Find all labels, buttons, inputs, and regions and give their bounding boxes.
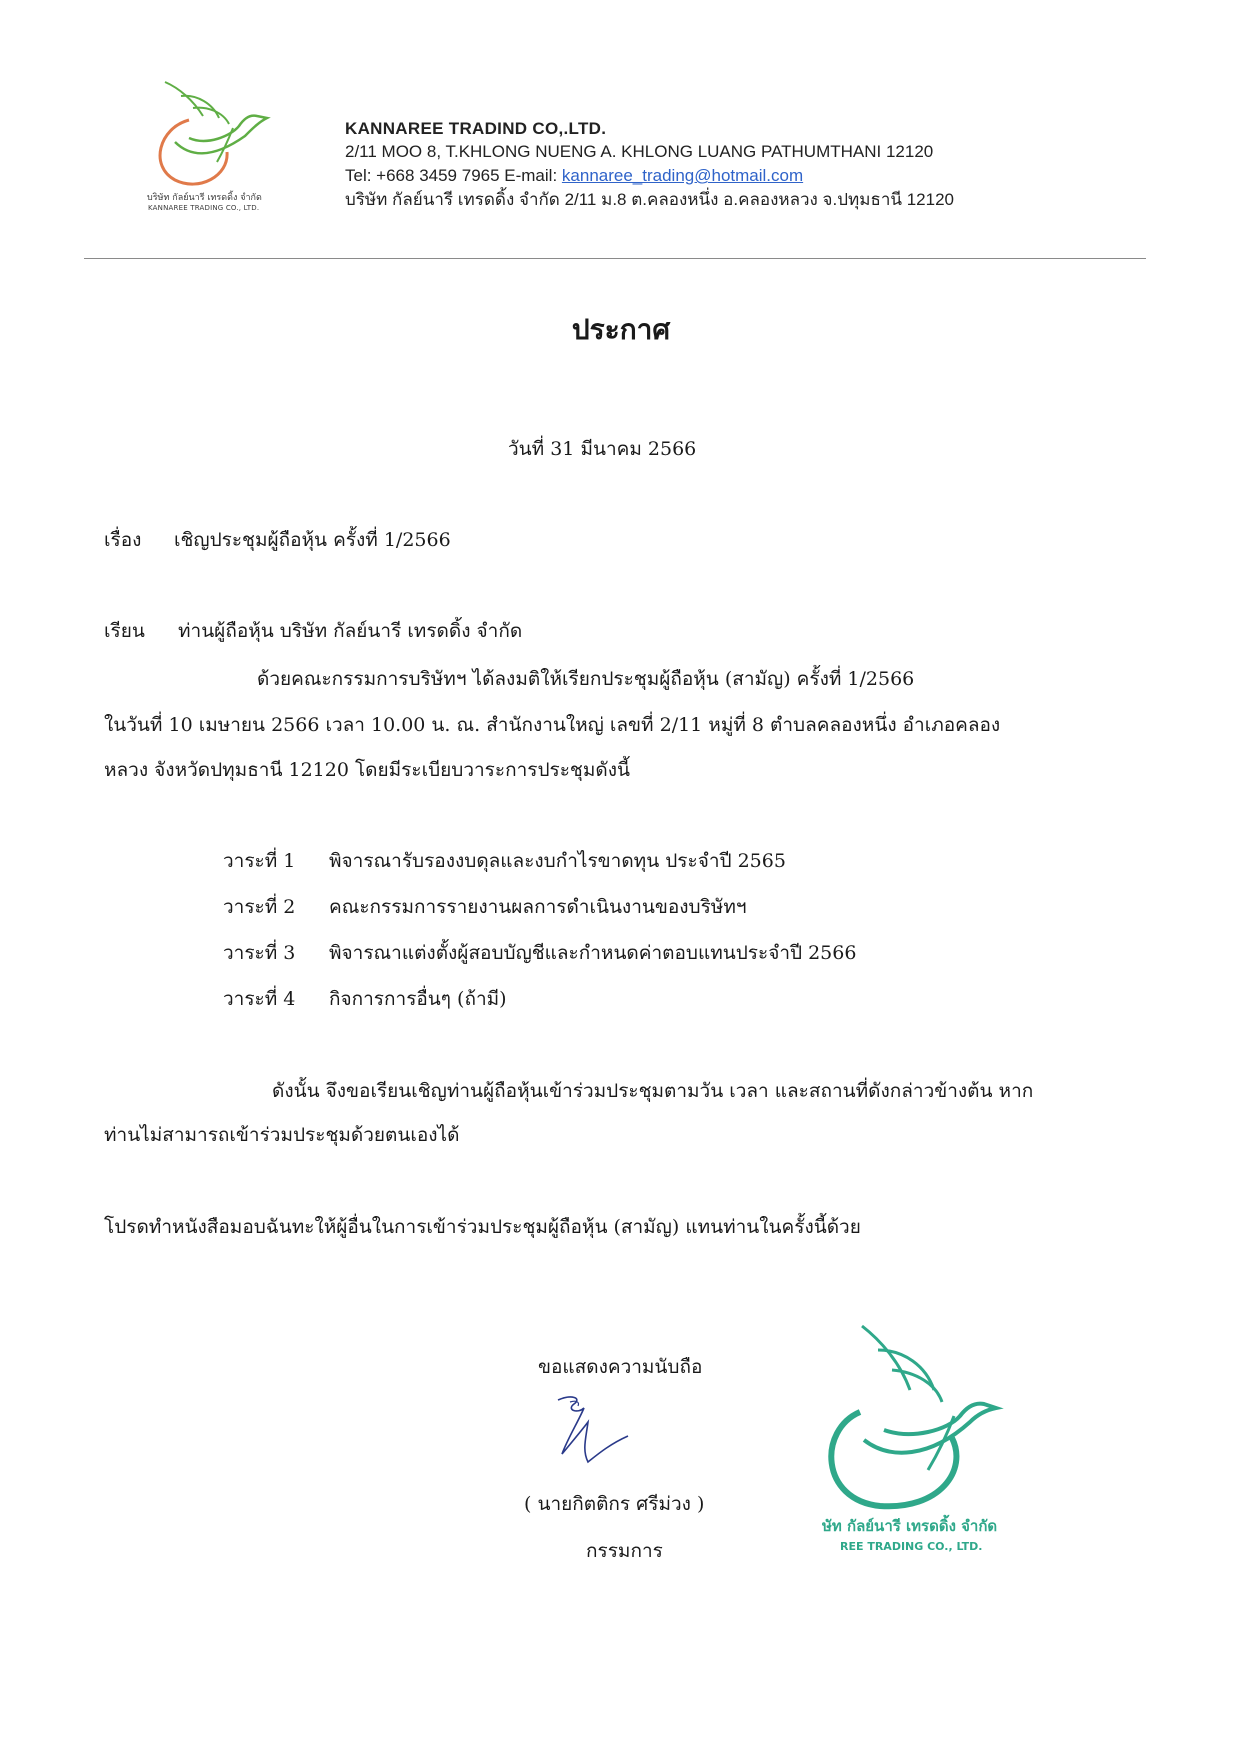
company-name: KANNAREE TRADIND CO,.LTD. [345,119,607,138]
recipient-text: ท่านผู้ถือหุ้น บริษัท กัลย์นารี เทรดดิ้ง จำกัด [178,620,523,642]
email-link[interactable]: kannaree_trading@hotmail.com [561,166,804,185]
logo-thai-name: บริษัท กัลย์นารี เทรดดิ้ง จำกัด [147,193,262,203]
subject-label: เรื่อง [104,529,142,551]
letterhead-text [345,118,954,212]
recipient-label: เรียน [104,620,145,642]
header-divider [84,258,1146,259]
agenda-text: พิจารณารับรองงบดุลและงบกำไรขาดทุน ประจำปี 2565 [329,850,786,872]
agenda-number: วาระที่ 4 [223,988,296,1010]
logo-english-name: KANNAREE TRADING CO., LTD. [148,204,260,212]
signer-name: ( นายกิตติกร ศรีม่วง ) [524,1493,705,1515]
paragraph-1-line-1: ด้วยคณะกรรมการบริษัทฯ ได้ลงมติให้เรียกประชุมผู้ถือหุ้น (สามัญ) ครั้งที่ 1/2566 [257,668,915,690]
paragraph-3: โปรดทำหนังสือมอบฉันทะให้ผู้อื่นในการเข้าร่วมประชุมผู้ถือหุ้น (สามัญ) แทนท่านในครั้งนี้ด้วย [104,1216,861,1238]
tel-text: Tel: +668 3459 7965 E-mail: [345,166,562,185]
subject-text: เชิญประชุมผู้ถือหุ้น ครั้งที่ 1/2566 [174,529,451,551]
notice-title: ประกาศ [571,313,671,346]
signer-position: กรรมการ [586,1540,663,1562]
company-logo [145,78,280,218]
agenda-number: วาระที่ 2 [223,896,296,918]
address-thai: บริษัท กัลย์นารี เทรดดิ้ง จำกัด 2/11 ม.8 ต.คลองหนึ่ง อ.คลองหลวง จ.ปทุมธานี 12120 [345,190,954,209]
agenda-text: คณะกรรมการรายงานผลการดำเนินงานของบริษัทฯ [329,896,747,918]
company-stamp [800,1320,1030,1570]
paragraph-1-line-3: หลวง จังหวัดปทุมธานี 12120 โดยมีระเบียบวาระการประชุมดังนี้ [104,759,630,781]
bird-circle-logo-icon [145,78,280,190]
agenda-text: พิจารณาแต่งตั้งผู้สอบบัญชีและกำหนดค่าตอบแทนประจำปี 2566 [329,942,857,964]
handwritten-signature [548,1392,638,1472]
contact-line [345,164,954,188]
stamp-thai-text: ษัท กัลย์นารี เทรดดิ้ง จำกัด [822,1517,998,1535]
agenda-number: วาระที่ 1 [223,850,296,872]
stamp-english-text: REE TRADING CO., LTD. [840,1540,983,1553]
notice-date: วันที่ 31 มีนาคม 2566 [508,438,697,460]
closing-text: ขอแสดงความนับถือ [538,1356,703,1378]
stamp-bird-circle-icon [800,1320,1030,1520]
agenda-number: วาระที่ 3 [223,942,296,964]
paragraph-2-line-1: ดังนั้น จึงขอเรียนเชิญท่านผู้ถือหุ้นเข้าร่วมประชุมตามวัน เวลา และสถานที่ดังกล่าวข้างต้น หาก [272,1080,1034,1102]
address-english: 2/11 MOO 8, T.KHLONG NUENG A. KHLONG LUANG PATHUMTHANI 12120 [345,142,934,161]
agenda-text: กิจการการอื่นๆ (ถ้ามี) [329,988,507,1010]
paragraph-1-line-2: ในวันที่ 10 เมษายน 2566 เวลา 10.00 น. ณ. สำนักงานใหญ่ เลขที่ 2/11 หมู่ที่ 8 ตำบลคลองหนึ่ง อำเภอคลอง [104,714,1001,736]
paragraph-2-line-2: ท่านไม่สามารถเข้าร่วมประชุมด้วยตนเองได้ [104,1124,460,1146]
